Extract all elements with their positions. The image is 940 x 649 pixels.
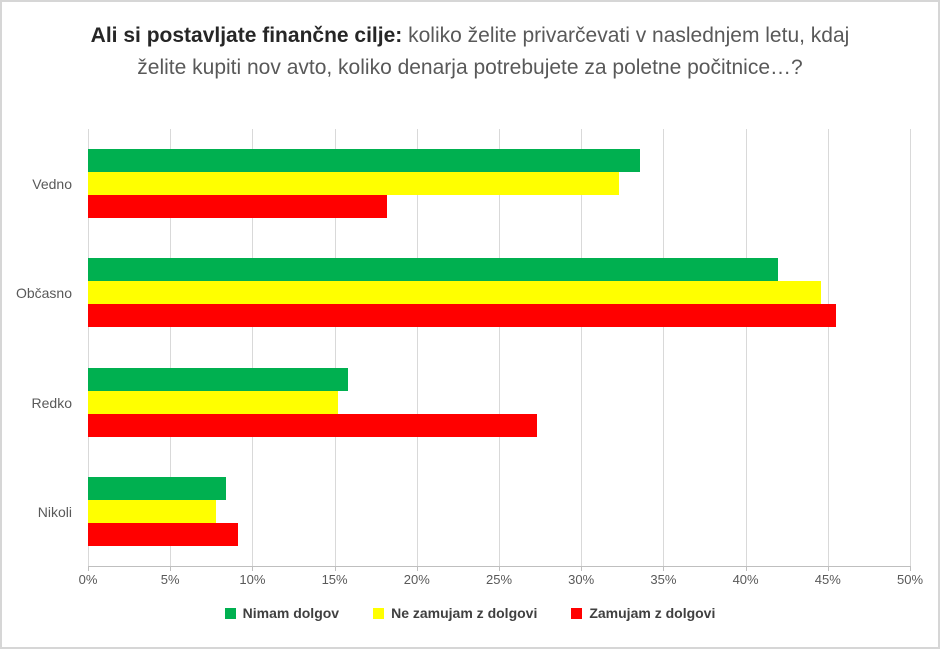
x-tick-label: 5% xyxy=(160,572,180,587)
legend-swatch-icon xyxy=(225,608,236,619)
bar-group-vedno xyxy=(88,129,910,238)
bar xyxy=(88,500,216,523)
bar-group-redko xyxy=(88,348,910,457)
bar xyxy=(88,149,640,172)
chart-title xyxy=(75,20,865,84)
axis-tickmark xyxy=(910,566,911,571)
category-label: Nikoli xyxy=(37,504,72,521)
bar xyxy=(88,391,338,414)
x-tick-label: 45% xyxy=(814,572,841,587)
x-tick-label: 50% xyxy=(896,572,924,587)
chart-title-rest: koliko želite privarčevati v naslednjem letu, kdaj želite kupiti nov avto, koliko denarja potrebujete za poletne počitnice…? xyxy=(137,24,850,79)
x-tick-label: 20% xyxy=(403,572,430,587)
x-axis-tick-labels xyxy=(78,572,924,590)
bar xyxy=(88,523,238,546)
axis-tickmark xyxy=(335,566,336,571)
axis-tickmark xyxy=(663,566,664,571)
axis-tickmark xyxy=(170,566,171,571)
bar xyxy=(88,172,619,195)
bar xyxy=(88,477,226,500)
x-tick-label: 25% xyxy=(485,572,513,587)
axis-tickmark xyxy=(581,566,582,571)
x-tick-label: 30% xyxy=(568,572,595,587)
legend-label: Ne zamujam z dolgovi xyxy=(391,605,538,621)
plot-area xyxy=(88,129,910,567)
chart-title-bold: Ali si postavljate finančne cilje: xyxy=(90,24,403,47)
bar xyxy=(88,414,537,437)
axis-tickmark xyxy=(828,566,829,571)
bar-group-občasno xyxy=(88,238,910,347)
category-label: Občasno xyxy=(15,285,72,302)
gridline xyxy=(910,129,911,566)
x-tick-label: 10% xyxy=(239,572,266,587)
axis-tickmark xyxy=(746,566,747,571)
x-tick-label: 15% xyxy=(321,572,348,587)
bar xyxy=(88,304,836,327)
y-axis-category-labels xyxy=(2,129,80,567)
x-tick-label: 40% xyxy=(732,572,759,587)
legend-item xyxy=(571,605,715,621)
bar-group-nikoli xyxy=(88,457,910,566)
bar xyxy=(88,258,778,281)
legend-swatch-icon xyxy=(373,608,384,619)
legend-item xyxy=(225,605,339,621)
bar xyxy=(88,368,348,391)
category-label: Redko xyxy=(31,394,72,411)
x-tick-label: 35% xyxy=(650,572,677,587)
axis-tickmark xyxy=(499,566,500,571)
chart-legend xyxy=(2,605,938,621)
bar xyxy=(88,281,821,304)
legend-label: Zamujam z dolgovi xyxy=(589,605,716,621)
category-label: Vedno xyxy=(32,175,72,192)
legend-swatch-icon xyxy=(571,608,582,619)
x-tick-label: 0% xyxy=(78,572,98,587)
bar xyxy=(88,195,387,218)
legend-label: Nimam dolgov xyxy=(242,605,340,621)
legend-item xyxy=(373,605,537,621)
axis-tickmark xyxy=(252,566,253,571)
axis-tickmark xyxy=(88,566,89,571)
axis-tickmark xyxy=(417,566,418,571)
